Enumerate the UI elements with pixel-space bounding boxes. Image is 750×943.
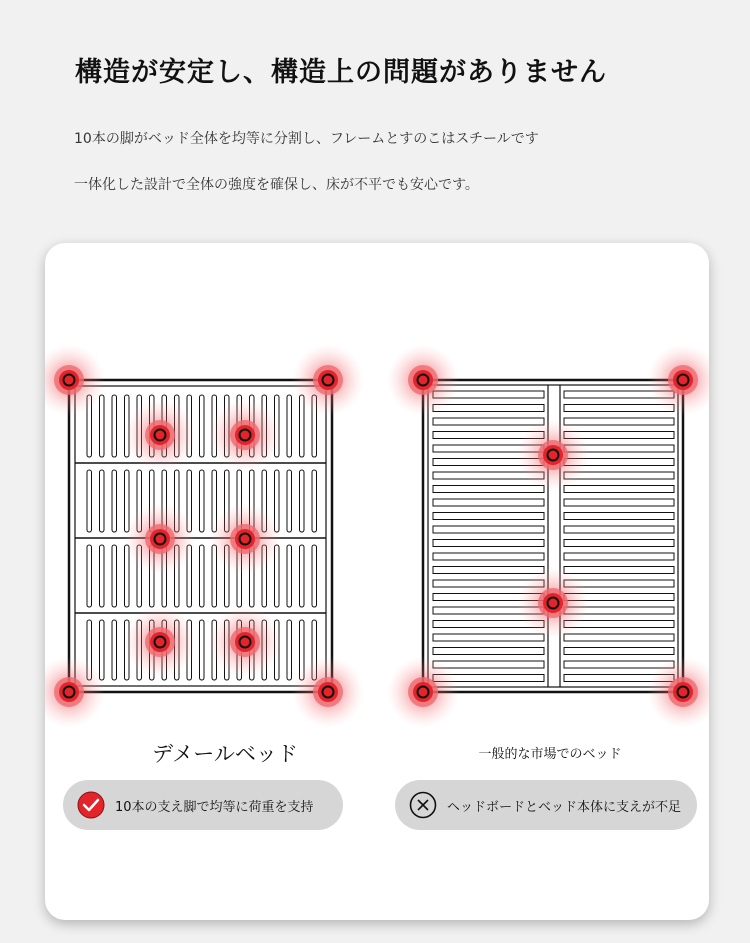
slat — [433, 661, 544, 668]
slat — [112, 470, 117, 532]
support-point — [124, 503, 196, 575]
slat — [200, 470, 205, 532]
support-point — [647, 656, 709, 728]
slat — [87, 545, 92, 607]
support-point — [387, 344, 459, 416]
description-line-1: 10本の脚がベッド全体を均等に分割し、フレームとすのこはスチールです — [74, 131, 539, 147]
support-point — [647, 344, 709, 416]
slat — [100, 620, 105, 680]
cross-circle-icon — [409, 791, 437, 819]
support-point — [124, 606, 196, 678]
support-point — [387, 656, 459, 728]
slat — [564, 405, 674, 412]
slat — [300, 545, 305, 607]
slat — [433, 648, 544, 655]
slat — [564, 553, 674, 560]
slat — [433, 418, 544, 425]
slat — [433, 540, 544, 547]
slat — [287, 620, 292, 680]
slat — [287, 470, 292, 532]
support-point — [209, 606, 281, 678]
slat — [200, 620, 205, 680]
slat — [433, 526, 544, 533]
demel-bed-label: デメールベッド — [152, 742, 298, 766]
support-point — [45, 656, 105, 728]
slat — [564, 418, 674, 425]
slat — [312, 470, 317, 532]
market-bed-badge — [395, 780, 697, 830]
slat — [87, 470, 92, 532]
support-point — [292, 344, 364, 416]
slat — [112, 620, 117, 680]
slat — [433, 405, 544, 412]
description-line-2: 一体化した設計で全体の強度を確保し、床が不平でも安心です。 — [74, 177, 479, 193]
demel-bed-badge — [63, 780, 343, 830]
market-bed-badge-text: ヘッドボードとベッド本体に支えが不足 — [447, 799, 682, 815]
check-circle-icon — [77, 791, 105, 819]
support-point — [209, 503, 281, 575]
slat — [564, 648, 674, 655]
slat — [112, 395, 117, 457]
slat — [564, 567, 674, 574]
slat — [433, 513, 544, 520]
slat — [564, 499, 674, 506]
slat — [100, 395, 105, 457]
slat — [287, 545, 292, 607]
market-bed-label: 一般的な市場でのベッド — [478, 747, 622, 762]
slat — [200, 545, 205, 607]
slat — [433, 553, 544, 560]
slat — [287, 395, 292, 457]
slat — [433, 634, 544, 641]
slat — [300, 470, 305, 532]
demel-bed-badge-text: 10本の支え脚で均等に荷重を支持 — [115, 799, 314, 815]
support-point — [517, 419, 589, 491]
support-point — [209, 399, 281, 471]
comparison-card — [45, 243, 709, 920]
slat — [100, 545, 105, 607]
slat — [100, 470, 105, 532]
page-title: 構造が安定し、構造上の問題がありません — [75, 57, 607, 88]
slat — [312, 545, 317, 607]
slat — [564, 513, 674, 520]
support-point — [45, 344, 105, 416]
demel-bed-frame — [69, 380, 332, 692]
support-points — [45, 344, 709, 728]
slat — [433, 567, 544, 574]
slat — [564, 540, 674, 547]
support-point — [292, 656, 364, 728]
slat — [564, 526, 674, 533]
slat — [564, 634, 674, 641]
support-point — [517, 567, 589, 639]
support-point — [124, 399, 196, 471]
slat — [112, 545, 117, 607]
slat — [433, 499, 544, 506]
slat — [564, 486, 674, 493]
slat — [200, 395, 205, 457]
slat — [433, 486, 544, 493]
